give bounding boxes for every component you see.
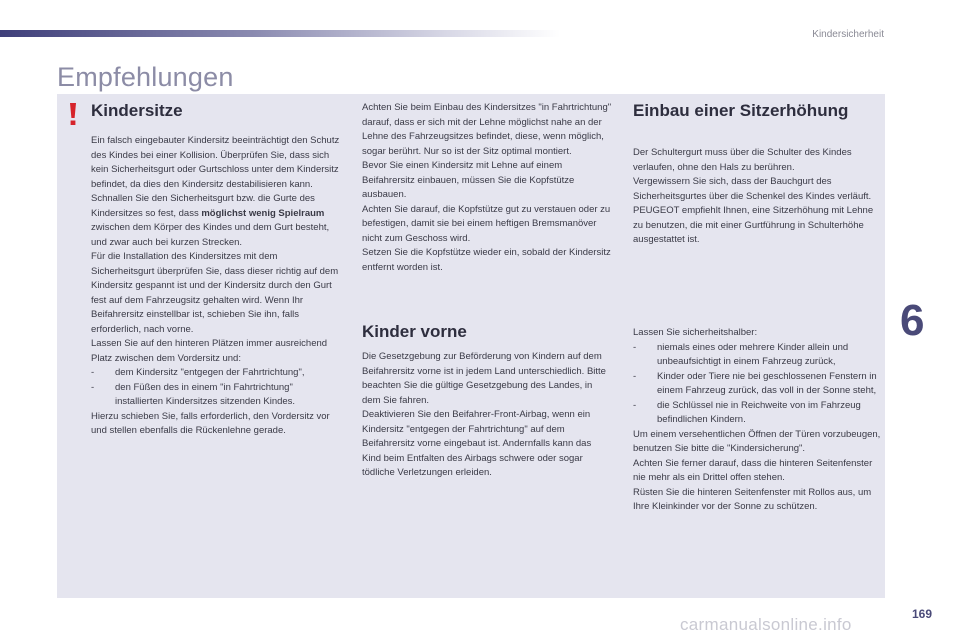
col3-text-2	[633, 326, 885, 515]
col1-text	[91, 134, 341, 439]
col2-text-2	[362, 350, 612, 481]
col3-text	[633, 146, 885, 248]
page-number: 169	[912, 607, 933, 621]
paragraph: PEUGEOT empfiehlt Ihnen, eine Sitzerhöhung mit Lehne zu benutzen, die mit einer Gurtführung in Schulterhöhe ausgestattet ist.	[633, 205, 874, 245]
paragraph: Für die Installation des Kindersitzes mit dem Sicherheitsgurt überprüfen Sie, dass dieser richtig auf dem Kindersitz gespannt ist und der Kindersitz durch den Gurt fest auf dem Fahrzeugsitz gehalten wird. Wenn Ihr Beifahrersitz einstellbar ist, schieben Sie ihn, falls erforderlich, nach vorne.	[91, 251, 339, 335]
exclamation-icon	[66, 102, 80, 126]
paragraph: Bevor Sie einen Kindersitz mit Lehne auf einem Beifahrersitz einbauen, müssen Sie die Kopfstütze ausbauen.	[362, 160, 575, 200]
paragraph: Achten Sie beim Einbau des Kindersitzes "in Fahrtrichtung" darauf, dass er sich mit der Lehne möglichst nahe an der Lehne des Fahrzeugsitzes befindet, diese, wenn möglich, sogar berührt. Nur so ist der Sitz optimal montiert.	[362, 102, 612, 157]
list-item: - Kinder oder Tiere nie bei geschlossenen Fenstern in einem Fahrzeug zurück, das voll in der Sonne steht,	[633, 370, 877, 396]
paragraph: Achten Sie darauf, die Kopfstütze gut zu verstauen oder zu befestigen, damit sie bei einem heftigen Bremsmanöver nicht zum Geschoss wird.	[362, 203, 611, 244]
section-label: Kindersicherheit	[812, 29, 884, 40]
list-item: - niemals eines oder mehrere Kinder allein und unbeaufsichtigt in einem Fahrzeug zurück,	[633, 341, 849, 367]
page-title: Empfehlungen	[57, 62, 234, 92]
paragraph: Vergewissern Sie sich, dass der Bauchgurt des Sicherheitsgurtes über die Schenkel des Kindes verläuft.	[633, 176, 872, 202]
paragraph: Deaktivieren Sie den Beifahrer-Front-Airbag, wenn ein Kindersitz "entgegen der Fahrtrichtung" auf dem Beifahrersitz vorne eingebaut ist. Andernfalls kann das Kind beim Entfalten des Airbags schwere oder sogar tödliche Verletzungen erleiden.	[362, 409, 592, 478]
header-accent-bar	[0, 30, 560, 37]
chapter-number: 6	[900, 296, 925, 345]
paragraph: Hierzu schieben Sie, falls erforderlich, den Vordersitz vor und stellen ebenfalls die Rückenlehne gerade.	[91, 410, 330, 436]
emphasis: möglichst wenig Spielraum	[201, 207, 325, 219]
paragraph: Um einem versehentlichen Öffnen der Türen vorzubeugen, benutzen Sie bitte die "Kindersicherung".	[633, 428, 881, 454]
paragraph: Der Schultergurt muss über die Schulter des Kindes verlaufen, ohne den Hals zu berühren.	[633, 147, 852, 173]
col2-text	[362, 101, 612, 275]
paragraph: Lassen Sie auf den hinteren Plätzen immer ausreichend Platz zwischen dem Vordersitz und:	[91, 338, 328, 364]
heading-kindersitze: Kindersitze	[91, 101, 183, 120]
paragraph: Die Gesetzgebung zur Beförderung von Kindern auf dem Beifahrersitz vorne ist in jedem Land unterschiedlich. Bitte beachten Sie die gültige Gesetzgebung des Landes, in dem Sie fahren.	[362, 351, 606, 406]
paragraph: Schnallen Sie den Sicherheitsgurt bzw. die Gurte des Kindersitzes so fest, dass möglichst wenig Spielraum zwischen dem Körper des Kindes und dem Gurt besteht, und zwar auch bei kurzen Strecken.	[91, 193, 330, 248]
paragraph: Rüsten Sie die hinteren Seitenfenster mit Rollos aus, um Ihre Kleinkinder vor der Sonne zu schützen.	[633, 486, 872, 512]
list-item: - dem Kindersitz "entgegen der Fahrtrichtung",	[91, 367, 305, 378]
watermark: carmanualsonline.info	[680, 615, 852, 634]
heading-kinder-vorne: Kinder vorne	[362, 322, 467, 341]
heading-sitzerhoehung: Einbau einer Sitzerhöhung	[633, 101, 849, 120]
paragraph: Lassen Sie sicherheitshalber:	[633, 327, 758, 338]
paragraph: Ein falsch eingebauter Kindersitz beeinträchtigt den Schutz des Kindes bei einer Kollision. Überprüfen Sie, dass sich kein Sicherheitsgurt oder Gurtschloss unter dem Kindersitz befindet, da dies den Kindersitz destabilisieren kann.	[91, 135, 340, 190]
paragraph: Achten Sie ferner darauf, dass die hinteren Seitenfenster nie mehr als ein Drittel offen stehen.	[633, 457, 873, 483]
list-item: - die Schlüssel nie in Reichweite von im Fahrzeug befindlichen Kindern.	[633, 399, 861, 425]
paragraph: Setzen Sie die Kopfstütze wieder ein, sobald der Kindersitz entfernt worden ist.	[362, 247, 611, 273]
list-item: - den Füßen des in einem "in Fahrtrichtung" installierten Kindersitzes sitzenden Kindes.	[91, 381, 296, 407]
